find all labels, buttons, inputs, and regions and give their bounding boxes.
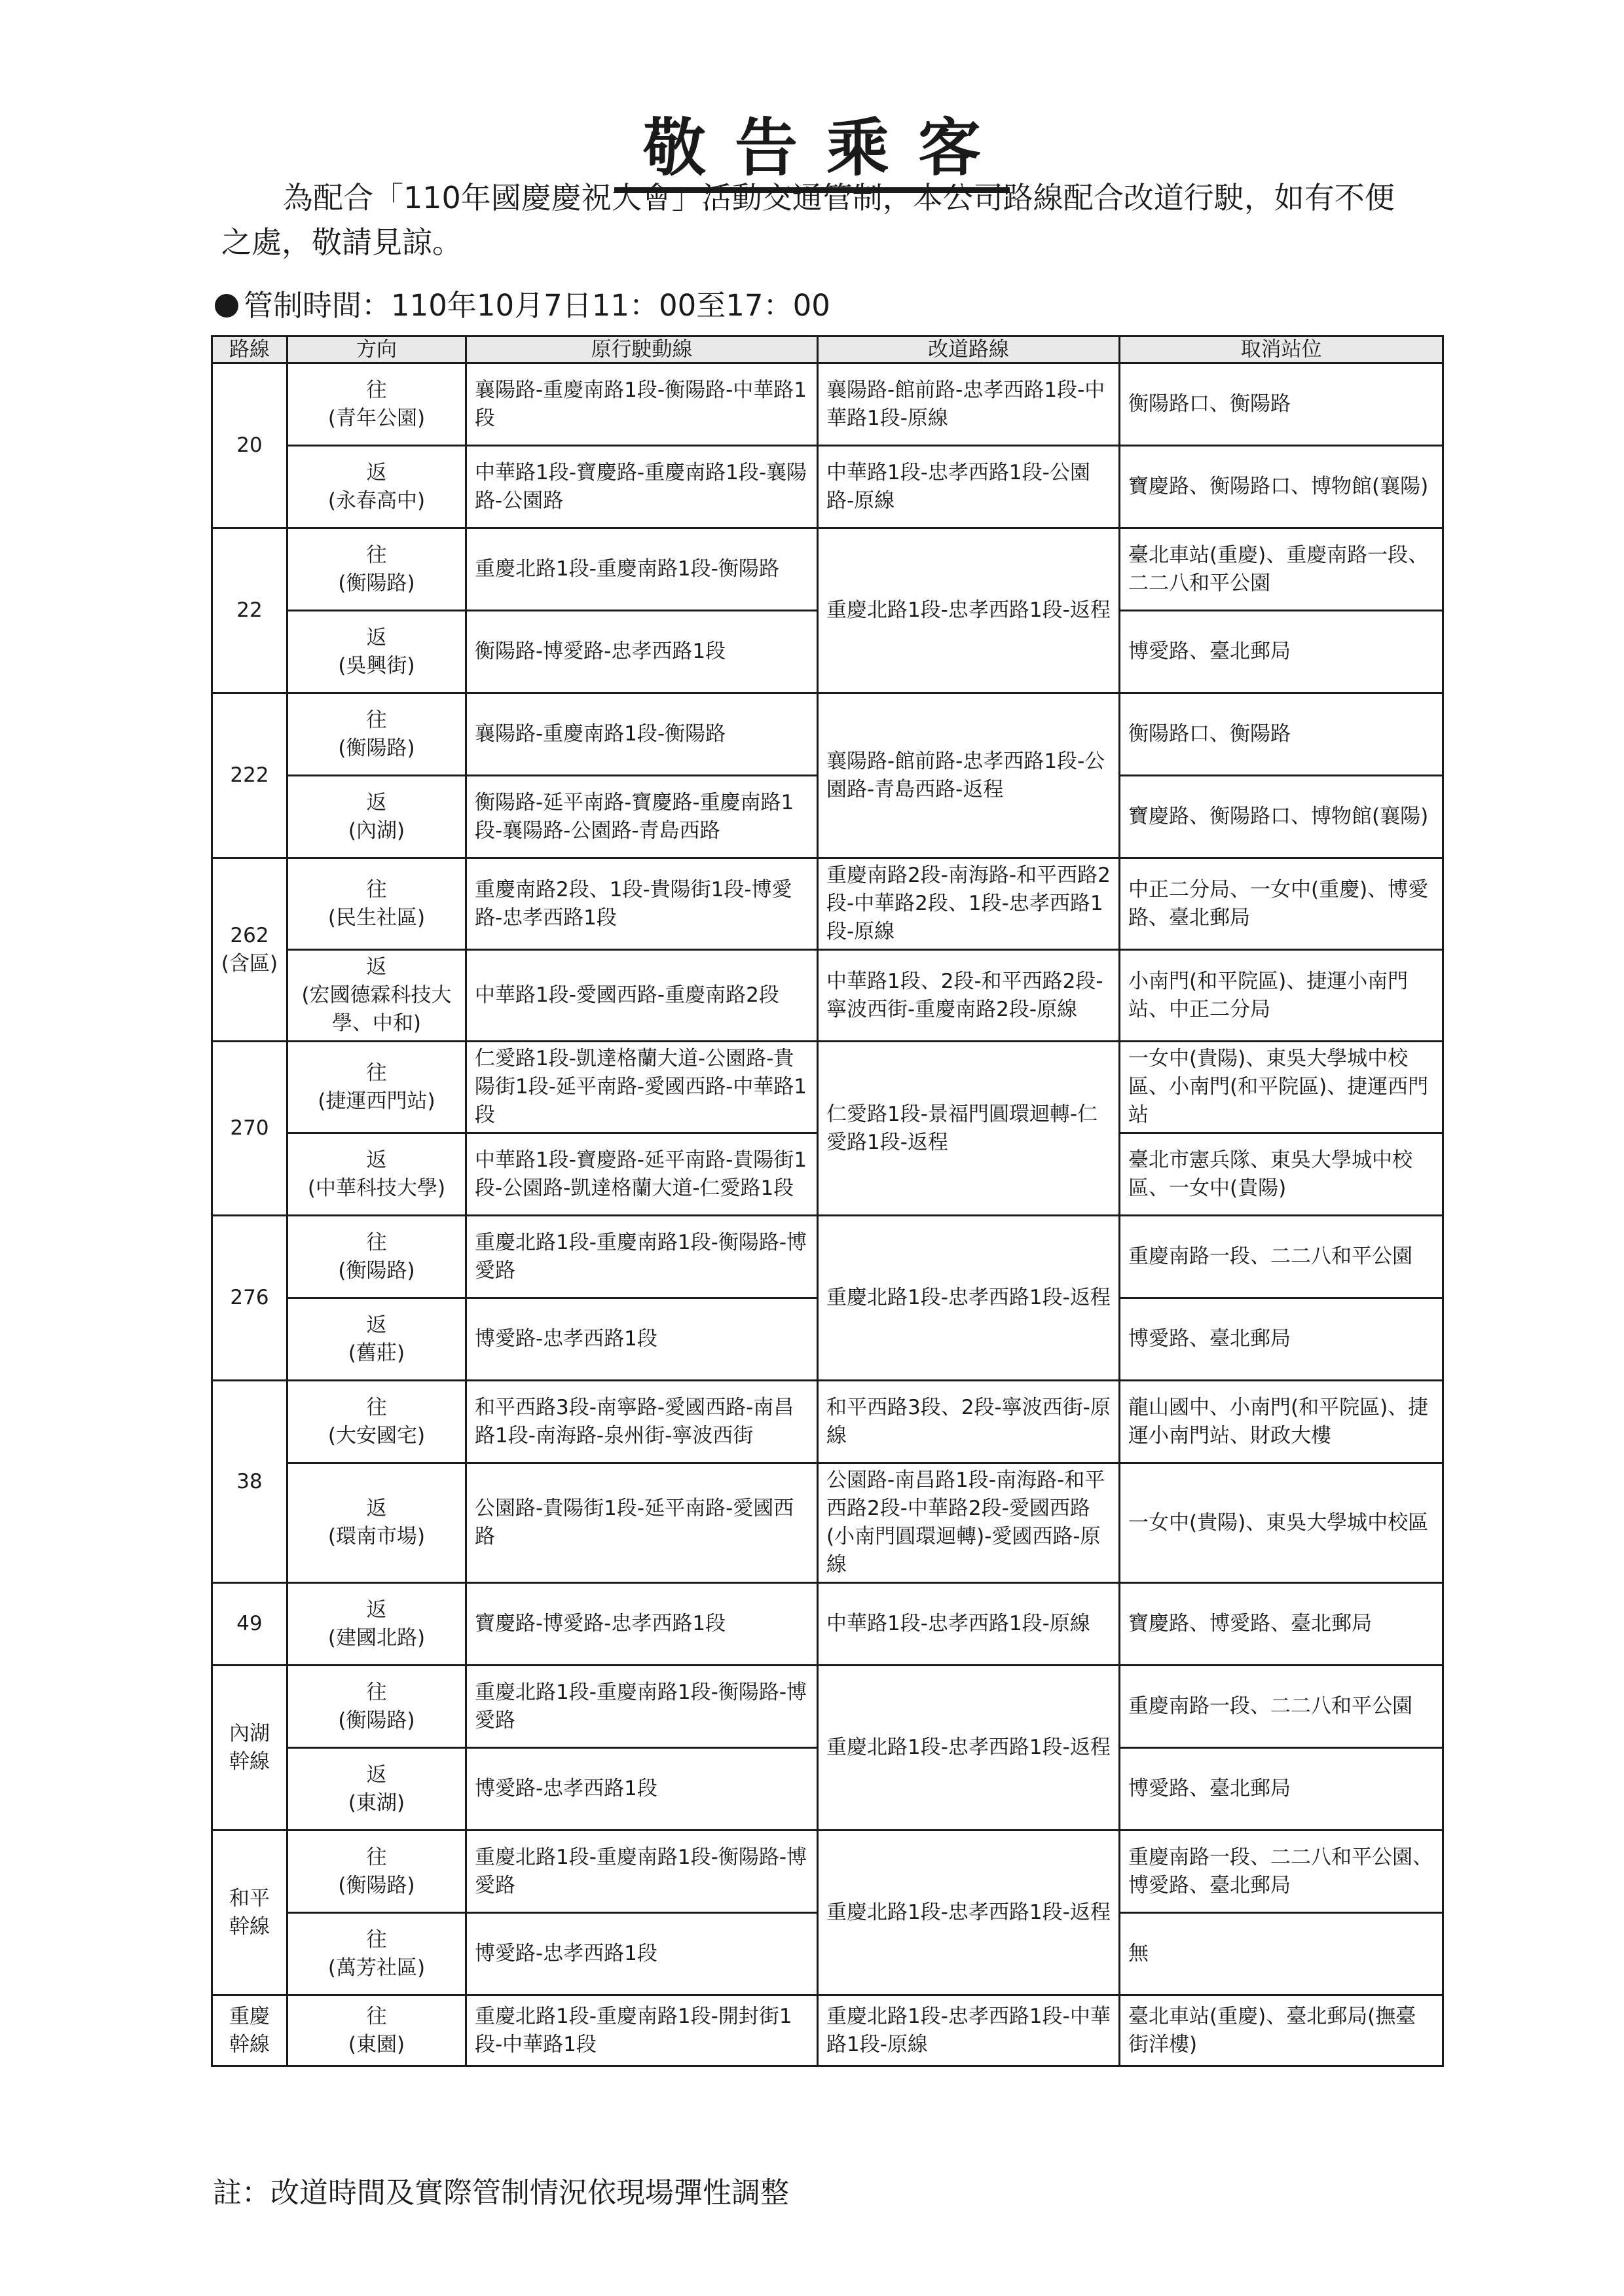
- direction-cell: [287, 1133, 466, 1216]
- route-cell: 262 (含區): [212, 858, 287, 1042]
- cancelled-stops-cell: 臺北市憲兵隊、東吳大學城中校區、一女中(貴陽): [1120, 1133, 1443, 1216]
- original-route-cell: 重慶北路1段-重慶南路1段-衡陽路-博愛路: [466, 1831, 818, 1913]
- original-route-cell: 和平西路3段-南寧路-愛國西路-南昌路1段-南海路-泉州街-寧波西街: [466, 1381, 818, 1463]
- direction-label: 往: [366, 708, 387, 732]
- route-cell: 和平 幹線: [212, 1831, 287, 1995]
- header-direction: 方向: [287, 337, 466, 363]
- direction-destination: (中華科技大學): [307, 1176, 446, 1200]
- table-row: [212, 1042, 1443, 1133]
- detour-route-cell: 中華路1段、2段-和平西路2段-寧波西街-重慶南路2段-原線: [818, 950, 1120, 1042]
- direction-label: 返: [366, 1762, 387, 1787]
- original-route-cell: 襄陽路-重慶南路1段-衡陽路-中華路1段: [466, 363, 818, 446]
- direction-destination: (捷運西門站): [318, 1089, 435, 1113]
- direction-cell: [287, 1748, 466, 1831]
- direction-label: 返: [366, 1497, 387, 1520]
- detour-route-cell: 襄陽路-館前路-忠孝西路1段-中華路1段-原線: [818, 363, 1120, 446]
- direction-label: 往: [366, 877, 387, 902]
- detour-route-cell: 襄陽路-館前路-忠孝西路1段-公園路-青島西路-返程: [818, 693, 1120, 858]
- cancelled-stops-cell: 臺北車站(重慶)、臺北郵局(撫臺街洋樓): [1120, 1995, 1443, 2066]
- direction-destination: (舊莊): [348, 1341, 405, 1365]
- original-route-cell: 重慶北路1段-重慶南路1段-衡陽路: [466, 528, 818, 611]
- table-row: [212, 858, 1443, 950]
- direction-label: 往: [366, 1927, 387, 1952]
- direction-destination: (衡陽路): [338, 736, 415, 760]
- detour-route-cell: 和平西路3段、2段-寧波西街-原線: [818, 1381, 1120, 1463]
- cancelled-stops-cell: 寶慶路、博愛路、臺北郵局: [1120, 1583, 1443, 1666]
- bullet-icon: [215, 294, 238, 318]
- direction-cell: [287, 363, 466, 446]
- direction-destination: (環南市場): [327, 1525, 426, 1548]
- header-original-route: 原行駛動線: [466, 337, 818, 363]
- direction-destination: (永春高中): [327, 488, 426, 513]
- table-row: [212, 950, 1443, 1042]
- cancelled-stops-cell: 博愛路、臺北郵局: [1120, 1748, 1443, 1831]
- direction-destination: (內湖): [348, 818, 405, 843]
- direction-label: 往: [366, 1061, 387, 1085]
- direction-destination: (宏國德霖科技大學、中和): [301, 983, 452, 1035]
- direction-label: 返: [366, 1148, 387, 1172]
- direction-destination: (衡陽路): [338, 1708, 415, 1732]
- original-route-cell: 博愛路-忠孝西路1段: [466, 1748, 818, 1831]
- table-row: [212, 363, 1443, 446]
- direction-label: 往: [366, 1845, 387, 1869]
- direction-label: 往: [366, 543, 387, 567]
- control-period: [215, 282, 830, 324]
- detour-route-cell: 中華路1段-忠孝西路1段-公園路-原線: [818, 446, 1120, 528]
- direction-cell: [287, 1583, 466, 1666]
- table-row: [212, 1463, 1443, 1583]
- header-detour-route: 改道路線: [818, 337, 1120, 363]
- original-route-cell: 博愛路-忠孝西路1段: [466, 1913, 818, 1995]
- original-route-cell: 中華路1段-愛國西路-重慶南路2段: [466, 950, 818, 1042]
- direction-cell: [287, 693, 466, 776]
- route-cell: 270: [212, 1042, 287, 1216]
- cancelled-stops-cell: 博愛路、臺北郵局: [1120, 611, 1443, 693]
- direction-destination: (衡陽路): [338, 571, 415, 595]
- direction-label: 往: [366, 1395, 387, 1419]
- detour-route-cell: 中華路1段-忠孝西路1段-原線: [818, 1583, 1120, 1666]
- direction-cell: [287, 611, 466, 693]
- direction-destination: (萬芳社區): [327, 1956, 426, 1980]
- route-cell: 內湖 幹線: [212, 1666, 287, 1831]
- direction-destination: (建國北路): [327, 1626, 426, 1650]
- route-cell: 49: [212, 1583, 287, 1666]
- table-header-row: [212, 337, 1443, 363]
- direction-destination: (民生社區): [327, 905, 426, 930]
- direction-cell: [287, 528, 466, 611]
- cancelled-stops-cell: 寶慶路、衡陽路口、博物館(襄陽): [1120, 776, 1443, 858]
- detour-route-cell: 重慶北路1段-忠孝西路1段-返程: [818, 1831, 1120, 1995]
- direction-destination: (吳興街): [338, 653, 415, 678]
- detour-route-cell: 重慶北路1段-忠孝西路1段-中華路1段-原線: [818, 1995, 1120, 2066]
- table-body: [212, 363, 1443, 2066]
- direction-label: 返: [366, 1597, 387, 1622]
- detour-route-cell: 公園路-南昌路1段-南海路-和平西路2段-中華路2段-愛國西路(小南門圓環迴轉)-愛國西路-原線: [818, 1463, 1120, 1583]
- table-row: [212, 1666, 1443, 1748]
- table-row: [212, 1831, 1443, 1913]
- cancelled-stops-cell: 重慶南路一段、二二八和平公園: [1120, 1666, 1443, 1748]
- direction-cell: [287, 1831, 466, 1913]
- direction-cell: [287, 1042, 466, 1133]
- original-route-cell: 仁愛路1段-凱達格蘭大道-公園路-貴陽街1段-延平南路-愛國西路-中華路1段: [466, 1042, 818, 1133]
- direction-label: 往: [366, 2004, 387, 2028]
- original-route-cell: 中華路1段-寶慶路-延平南路-貴陽街1段-公園路-凱達格蘭大道-仁愛路1段: [466, 1133, 818, 1216]
- route-cell: 20: [212, 363, 287, 528]
- original-route-cell: 衡陽路-博愛路-忠孝西路1段: [466, 611, 818, 693]
- direction-cell: [287, 1995, 466, 2066]
- original-route-cell: 重慶北路1段-重慶南路1段-開封街1段-中華路1段: [466, 1995, 818, 2066]
- direction-label: 返: [366, 1313, 387, 1337]
- direction-label: 返: [366, 790, 387, 814]
- table-row: [212, 1216, 1443, 1298]
- direction-label: 往: [366, 378, 387, 402]
- cancelled-stops-cell: 中正二分局、一女中(重慶)、博愛路、臺北郵局: [1120, 858, 1443, 950]
- table-row: [212, 1995, 1443, 2066]
- original-route-cell: 襄陽路-重慶南路1段-衡陽路: [466, 693, 818, 776]
- original-route-cell: 公園路-貴陽街1段-延平南路-愛國西路: [466, 1463, 818, 1583]
- direction-destination: (東湖): [348, 1791, 405, 1815]
- original-route-cell: 衡陽路-延平南路-寶慶路-重慶南路1段-襄陽路-公園路-青島西路: [466, 776, 818, 858]
- cancelled-stops-cell: 衡陽路口、衡陽路: [1120, 363, 1443, 446]
- direction-cell: [287, 1298, 466, 1381]
- cancelled-stops-cell: 一女中(貴陽)、東吳大學城中校區: [1120, 1463, 1443, 1583]
- direction-cell: [287, 1381, 466, 1463]
- direction-cell: [287, 1666, 466, 1748]
- table-row: [212, 1381, 1443, 1463]
- detour-route-cell: 重慶北路1段-忠孝西路1段-返程: [818, 1666, 1120, 1831]
- direction-cell: [287, 1913, 466, 1995]
- direction-cell: [287, 950, 466, 1042]
- detour-route-cell: 重慶北路1段-忠孝西路1段-返程: [818, 1216, 1120, 1381]
- original-route-cell: 重慶南路2段、1段-貴陽街1段-博愛路-忠孝西路1段: [466, 858, 818, 950]
- direction-label: 往: [366, 1230, 387, 1254]
- control-period-text: 管制時間：110年10月7日11：00至17：00: [244, 288, 830, 323]
- cancelled-stops-cell: 小南門(和平院區)、捷運小南門站、中正二分局: [1120, 950, 1443, 1042]
- original-route-cell: 重慶北路1段-重慶南路1段-衡陽路-博愛路: [466, 1666, 818, 1748]
- direction-cell: [287, 446, 466, 528]
- detour-route-cell: 重慶北路1段-忠孝西路1段-返程: [818, 528, 1120, 693]
- direction-label: 返: [366, 955, 387, 979]
- direction-cell: [287, 858, 466, 950]
- direction-label: 返: [366, 460, 387, 484]
- direction-destination: (衡陽路): [338, 1258, 415, 1283]
- route-cell: 22: [212, 528, 287, 693]
- direction-cell: [287, 1216, 466, 1298]
- cancelled-stops-cell: 龍山國中、小南門(和平院區)、捷運小南門站、財政大樓: [1120, 1381, 1443, 1463]
- direction-destination: (衡陽路): [338, 1873, 415, 1897]
- table-row: [212, 446, 1443, 528]
- direction-label: 往: [366, 1680, 387, 1704]
- route-cell: 重慶 幹線: [212, 1995, 287, 2066]
- table-row: [212, 1583, 1443, 1666]
- table-row: [212, 528, 1443, 611]
- direction-cell: [287, 1463, 466, 1583]
- original-route-cell: 博愛路-忠孝西路1段: [466, 1298, 818, 1381]
- direction-destination: (大安國宅): [327, 1423, 426, 1448]
- cancelled-stops-cell: 重慶南路一段、二二八和平公園、博愛路、臺北郵局: [1120, 1831, 1443, 1913]
- route-cell: 38: [212, 1381, 287, 1583]
- original-route-cell: 寶慶路-博愛路-忠孝西路1段: [466, 1583, 818, 1666]
- detour-route-cell: 重慶南路2段-南海路-和平西路2段-中華路2段、1段-忠孝西路1段-原線: [818, 858, 1120, 950]
- cancelled-stops-cell: 無: [1120, 1913, 1443, 1995]
- cancelled-stops-cell: 重慶南路一段、二二八和平公園: [1120, 1216, 1443, 1298]
- header-route: 路線: [212, 337, 287, 363]
- original-route-cell: 中華路1段-寶慶路-重慶南路1段-襄陽路-公園路: [466, 446, 818, 528]
- direction-cell: [287, 776, 466, 858]
- footnote: 註：改道時間及實際管制情況依現場彈性調整: [213, 2176, 789, 2210]
- cancelled-stops-cell: 寶慶路、衡陽路口、博物館(襄陽): [1120, 446, 1443, 528]
- cancelled-stops-cell: 博愛路、臺北郵局: [1120, 1298, 1443, 1381]
- page-title: 敬告乘客: [0, 98, 1624, 188]
- direction-destination: (青年公園): [327, 406, 426, 430]
- direction-label: 返: [366, 625, 387, 649]
- route-cell: 222: [212, 693, 287, 858]
- detour-route-cell: 仁愛路1段-景福門圓環迴轉-仁愛路1段-返程: [818, 1042, 1120, 1216]
- header-cancelled-stops: 取消站位: [1120, 337, 1443, 363]
- cancelled-stops-cell: 一女中(貴陽)、東吳大學城中校區、小南門(和平院區)、捷運西門站: [1120, 1042, 1443, 1133]
- intro-paragraph: 為配合「110年國慶慶祝大會」活動交通管制，本公司路線配合改道行駛，如有不便之處，敬請見諒。: [221, 180, 1395, 260]
- cancelled-stops-cell: 衡陽路口、衡陽路: [1120, 693, 1443, 776]
- direction-destination: (東園): [348, 2032, 405, 2056]
- detour-table: [211, 335, 1444, 2067]
- table-row: [212, 693, 1443, 776]
- cancelled-stops-cell: 臺北車站(重慶)、重慶南路一段、二二八和平公園: [1120, 528, 1443, 611]
- route-cell: 276: [212, 1216, 287, 1381]
- original-route-cell: 重慶北路1段-重慶南路1段-衡陽路-博愛路: [466, 1216, 818, 1298]
